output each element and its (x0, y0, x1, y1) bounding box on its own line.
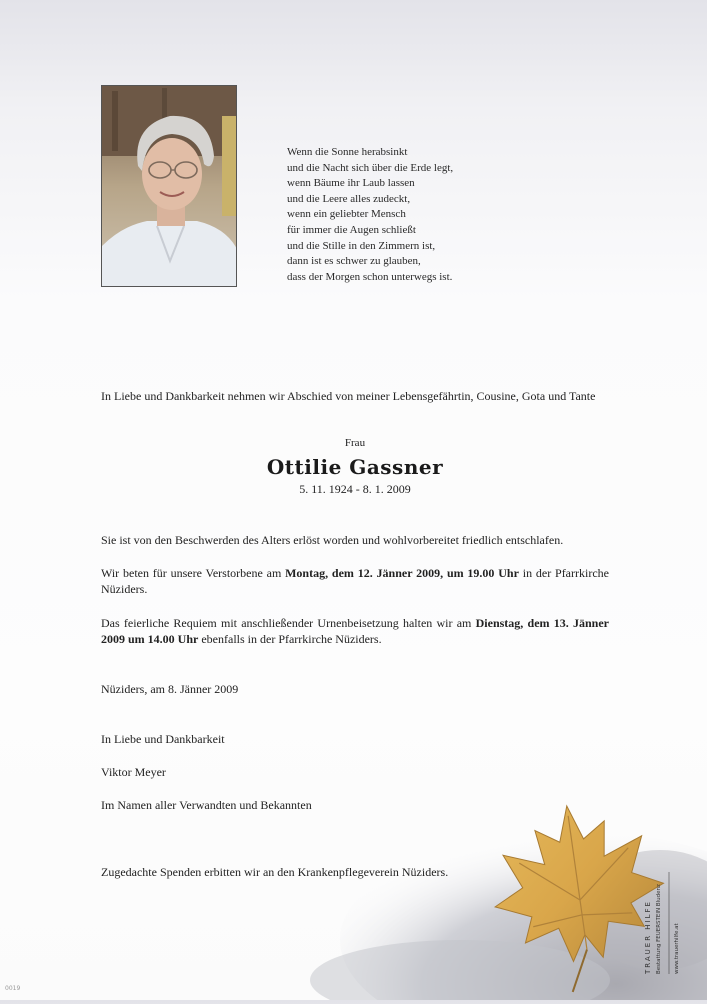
closing-text: In Liebe und Dankbarkeit (101, 732, 225, 746)
portrait-photo (101, 85, 237, 287)
prayer-pre: Wir beten für unsere Verstorbene am (101, 566, 286, 580)
deceased-name: Ottilie Gassner (266, 455, 444, 479)
life-dates: 5. 11. 1924 - 8. 1. 2009 (299, 482, 411, 496)
poem-line: und die Nacht sich über die Erde legt, (287, 161, 454, 174)
intro-text: In Liebe und Dankbarkeit nehmen wir Abschied von meiner Lebensgefährtin, Cousine, Gota und Tante (101, 389, 596, 403)
funeral-home-imprint (641, 868, 681, 978)
donations-text: Zugedachte Spenden erbitten wir an den Krankenpflegeverein Nüziders. (101, 865, 449, 879)
poem-line: und die Leere alles zudeckt, (287, 192, 411, 205)
imprint-line-3: www.trauerhilfe.at (674, 923, 680, 974)
signer-name: Viktor Meyer (101, 765, 166, 779)
prayer-text (101, 565, 609, 597)
poem-line: und die Stille in den Zimmern ist, (287, 239, 436, 252)
passing-text: Sie ist von den Beschwerden des Alters erlöst worden und wohlvorbereitet friedlich entschlafen. (101, 533, 564, 547)
requiem-text (101, 615, 609, 647)
poem-line: Wenn die Sonne herabsinkt (287, 146, 408, 158)
poem-line: wenn Bäume ihr Laub lassen (287, 177, 415, 190)
imprint-line-2: Bestattung FEUERSTEIN Bludenz (656, 884, 662, 974)
prayer-post: in der Pfarrkirche Nüziders. (101, 566, 609, 596)
poem-line: wenn ein geliebter Mensch (287, 208, 406, 221)
poem (287, 145, 567, 285)
poem-line: für immer die Augen schließt (287, 223, 416, 236)
salutation: Frau (344, 437, 366, 449)
poem-line: dass der Morgen schon unterwegs ist. (287, 270, 453, 283)
imprint-line-1: TRAUER HILFE (644, 900, 652, 974)
poem-line: dann ist es schwer zu glauben, (287, 255, 421, 268)
footer-code: 0019 (5, 985, 21, 992)
requiem-pre: Das feierliche Requiem mit anschließender Urnenbeisetzung halten wir am (101, 616, 476, 630)
place-date: Nüziders, am 8. Jänner 2009 (101, 682, 239, 696)
relatives-text: Im Namen aller Verwandten und Bekannten (101, 798, 312, 812)
requiem-post: ebenfalls in der Pfarrkirche Nüziders. (198, 632, 382, 646)
prayer-datetime: Montag, dem 12. Jänner 2009, um 19.00 Uhr (285, 566, 519, 580)
requiem-datetime: Dienstag, dem 13. Jänner 2009 um 14.00 Uhr (101, 616, 609, 646)
